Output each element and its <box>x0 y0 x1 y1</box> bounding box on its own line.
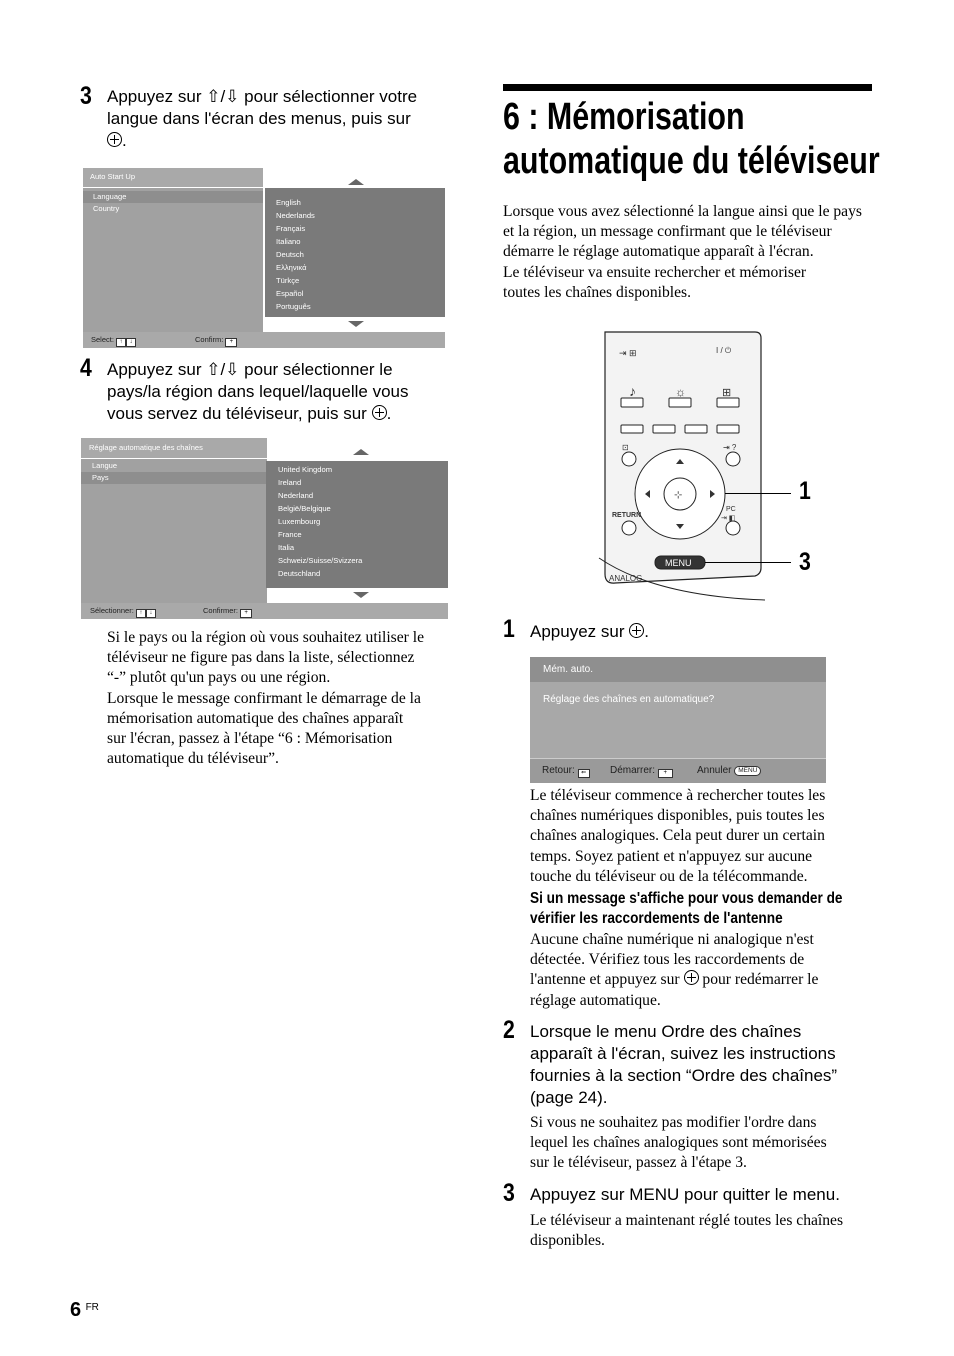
language-option-1: English <box>276 198 301 207</box>
language-option-6: Ελληνικά <box>276 263 307 272</box>
country-options-list <box>266 461 448 588</box>
start-hint: Démarrer: + <box>610 759 673 783</box>
screen-footer <box>81 603 448 619</box>
step3-line2: langue dans l'écran des menus, puis sur <box>107 109 411 128</box>
antenna-subheading <box>530 889 843 929</box>
antenna-line3: l'antenne et appuyez sur pour redémarrer le <box>530 971 819 989</box>
scroll-down-arrow-icon <box>353 592 369 598</box>
scan-paragraph <box>530 786 875 887</box>
remote-illustration <box>595 328 815 608</box>
ok-key-icon: + <box>658 769 673 778</box>
svg-text:PC: PC <box>726 506 736 513</box>
step2-line-4: (page 24). <box>530 1088 608 1107</box>
step-number-2: 2 <box>503 1016 515 1044</box>
menu-screen-country <box>81 438 448 619</box>
step3-note-line-1: Le téléviseur a maintenant réglé toutes les chaînes <box>530 1212 844 1229</box>
scan-line-4: temps. Soyez patient et n'appuyez sur aucune <box>530 847 813 865</box>
page-number <box>70 1299 99 1322</box>
up-key-icon: ↑ <box>136 609 146 618</box>
step2-note <box>530 1113 875 1174</box>
screen-title: Auto Start Up <box>90 172 136 181</box>
menu-screen-language <box>83 168 445 348</box>
country-option-8: Schweiz/Suisse/Svizzera <box>278 556 363 565</box>
antenna-line1: Aucune chaîne numérique ni analogique n'est <box>530 931 814 948</box>
subheading-line-2: vérifier les raccordements de l'antenne <box>530 910 783 927</box>
callout-line-1 <box>725 493 791 494</box>
callout-line-3 <box>705 562 791 563</box>
menu-item-pays: Pays <box>81 472 267 484</box>
menu-button-label: MENU <box>665 558 692 568</box>
language-option-7: Türkçe <box>276 276 300 285</box>
down-key-icon: ↓ <box>126 338 136 347</box>
step4-line3: vous servez du téléviseur, puis sur . <box>107 404 392 423</box>
country-note-line-2: téléviseur ne figure pas dans la liste, sélectionnez <box>107 649 415 667</box>
country-option-4: België/Belgique <box>278 504 331 513</box>
country-note-line-3: “-” plutôt qu'un pays ou une région. <box>107 669 331 687</box>
step2-instruction <box>530 1021 875 1109</box>
language-option-8: Español <box>276 289 304 298</box>
step2-line-2: apparaît à l'écran, suivez les instructions <box>530 1044 836 1063</box>
scroll-up-arrow-icon <box>353 449 369 455</box>
svg-text:⊡: ⊡ <box>622 443 629 452</box>
step4-line2: pays/la région dans lequel/laquelle vous <box>107 382 409 401</box>
country-option-2: Ireland <box>278 478 302 487</box>
auto-tune-dialog <box>530 657 826 782</box>
callout-3: 3 <box>799 548 811 576</box>
ok-key-icon: + <box>240 609 252 618</box>
enter-button-icon <box>107 132 122 147</box>
country-note <box>107 628 452 769</box>
menu-item-langue: Langue <box>92 461 118 470</box>
country-option-7: Italia <box>278 543 295 552</box>
heading-rule <box>503 84 872 91</box>
language-option-4: Italiano <box>276 237 301 246</box>
analog-label: ANALOG <box>609 574 643 583</box>
antenna-line2: détectée. Vérifiez tous les raccordements de <box>530 951 805 969</box>
step-number-3: 3 <box>80 82 92 110</box>
footer-select: Select: ↑ ↓ <box>91 332 136 348</box>
section-heading <box>503 95 880 183</box>
antenna-paragraph <box>530 930 875 1011</box>
scan-line-5: touche du téléviseur ou de la télécommande. <box>530 867 808 885</box>
menu-item-country: Country <box>93 204 120 213</box>
intro-line-1: Lorsque vous avez sélectionné la langue ainsi que le pays <box>503 203 862 220</box>
scroll-up-arrow-icon <box>348 179 364 185</box>
menu-panel <box>83 188 263 332</box>
country-note-line-4: Lorsque le message confirmant le démarrage de la <box>107 689 421 707</box>
footer-select: Sélectionner: ↑ ↓ <box>90 603 156 619</box>
svg-text:⇥ ◧: ⇥ ◧ <box>721 515 736 522</box>
step3-line1: Appuyez sur ⇧/⇩ pour sélectionner votre <box>107 87 418 106</box>
power-label: I / ⏻ <box>716 346 732 355</box>
svg-text:⊹: ⊹ <box>674 490 683 501</box>
language-option-5: Deutsch <box>276 250 304 259</box>
step4-instruction <box>107 359 408 425</box>
menu-item-language: Language <box>83 191 263 203</box>
scroll-down-arrow-icon <box>348 321 364 327</box>
menu-key-badge: MENU <box>734 766 761 776</box>
language-option-3: Français <box>276 224 306 233</box>
svg-text:⇥ ⊞: ⇥ ⊞ <box>619 348 637 358</box>
screen-footer <box>83 332 445 348</box>
intro-paragraph <box>503 202 878 303</box>
country-option-6: France <box>278 530 302 539</box>
country-note-line-6: sur l'écran, passez à l'étape “6 : Mémorisation <box>107 730 393 748</box>
scan-line-1: Le téléviseur commence à rechercher toutes les <box>530 787 826 804</box>
enter-button-icon <box>629 623 644 638</box>
down-key-icon: ↓ <box>146 609 156 618</box>
country-note-line-5: mémorisation automatique des chaînes apparaît <box>107 709 404 727</box>
intro-line-4: Le téléviseur va ensuite rechercher et mémoriser <box>503 263 807 281</box>
step-number-4: 4 <box>80 354 92 382</box>
svg-text:⇥ ?: ⇥ ? <box>723 443 737 452</box>
page-language-code: FR <box>85 1302 99 1313</box>
country-option-5: Luxembourg <box>278 517 321 526</box>
enter-button-icon <box>684 970 699 985</box>
screen-title-bar <box>83 168 263 187</box>
cancel-hint: Annuler MENU <box>697 759 761 783</box>
heading-line2: automatique du téléviseur <box>503 140 880 182</box>
country-option-1: United Kingdom <box>278 465 333 474</box>
up-key-icon: ↑ <box>116 338 126 347</box>
step3-line3: . <box>107 130 417 152</box>
step3-instruction <box>107 86 417 152</box>
step2-note-line-2: lequel les chaînes analogiques sont mémorisées <box>530 1134 827 1152</box>
svg-text:⊞: ⊞ <box>722 387 732 399</box>
language-option-2: Nederlands <box>276 211 315 220</box>
enter-button-icon <box>372 405 387 420</box>
page-number-value: 6 <box>70 1299 82 1321</box>
step-number-3-right: 3 <box>503 1179 515 1207</box>
intro-line-2: et la région, un message confirmant que le téléviseur <box>503 223 832 241</box>
step2-note-line-3: sur le téléviseur, passez à l'étape 3. <box>530 1154 747 1172</box>
scan-line-3: chaînes analogiques. Cela peut durer un certain <box>530 827 825 845</box>
subheading-line-1: Si un message s'affiche pour vous demander de <box>530 890 843 907</box>
return-label: RETURN <box>612 512 642 519</box>
step2-note-line-1: Si vous ne souhaitez pas modifier l'ordre dans <box>530 1114 817 1131</box>
country-option-9: Deutschland <box>278 569 321 578</box>
step1-instruction: Appuyez sur . <box>530 622 649 641</box>
footer-confirm: Confirm: + <box>195 332 237 348</box>
back-hint: Retour: ⇐ <box>542 759 590 783</box>
antenna-line4: réglage automatique. <box>530 991 661 1009</box>
country-note-line-1: Si le pays ou la région où vous souhaitez utiliser le <box>107 629 425 646</box>
svg-text:♪: ♪ <box>629 383 636 399</box>
screen-title-bar <box>81 438 267 458</box>
step3-right-instruction: Appuyez sur MENU pour quitter le menu. <box>530 1185 840 1204</box>
scan-line-2: chaînes numériques disponibles, puis toutes les <box>530 807 825 825</box>
dialog-title-bar <box>530 657 826 682</box>
footer-confirm: Confirmer: + <box>203 603 252 619</box>
heading-line1: 6 : Mémorisation <box>503 96 745 138</box>
language-options-list <box>265 188 445 317</box>
dialog-title: Mém. auto. <box>543 664 594 675</box>
step-number-1: 1 <box>503 615 515 643</box>
country-option-3: Nederland <box>278 491 314 500</box>
svg-text:☼: ☼ <box>675 385 686 399</box>
callout-1: 1 <box>799 477 811 505</box>
step4-line1: Appuyez sur ⇧/⇩ pour sélectionner le <box>107 360 393 379</box>
dialog-footer <box>530 758 826 783</box>
ok-key-icon: + <box>225 338 237 347</box>
dialog-message: Réglage des chaînes en automatique? <box>543 694 715 705</box>
country-note-line-7: automatique du téléviseur”. <box>107 750 279 768</box>
remote-control-drawing <box>595 328 815 608</box>
language-option-9: Português <box>276 302 311 311</box>
screen-title: Réglage automatique des chaînes <box>89 443 203 452</box>
intro-line-5: toutes les chaînes disponibles. <box>503 283 691 301</box>
menu-panel <box>81 459 267 603</box>
step2-line-3: fournies à la section “Ordre des chaînes” <box>530 1066 838 1085</box>
step3-note-line-2: disponibles. <box>530 1232 605 1250</box>
return-key-icon: ⇐ <box>578 769 590 778</box>
intro-line-3: démarre le réglage automatique apparaît à l'écran. <box>503 243 814 261</box>
step3-right-note <box>530 1211 875 1251</box>
step2-line-1: Lorsque le menu Ordre des chaînes <box>530 1022 802 1041</box>
